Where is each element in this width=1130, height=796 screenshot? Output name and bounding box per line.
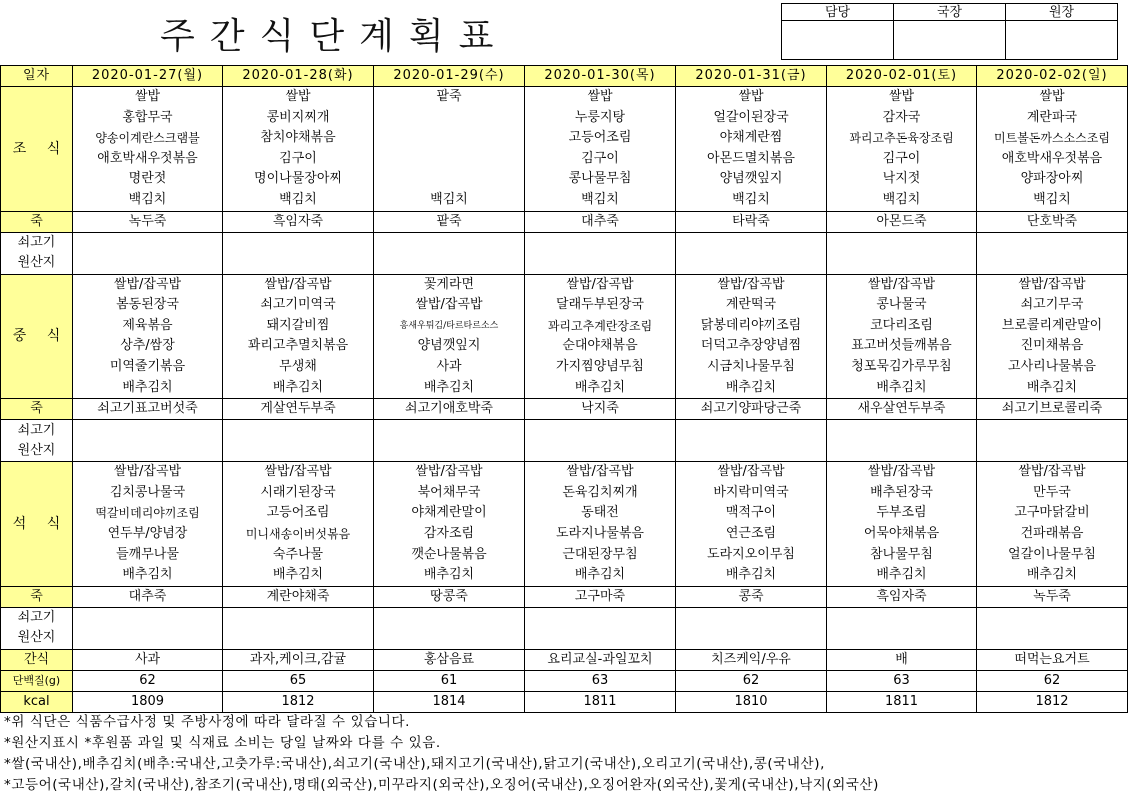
menu-item: 배추된장국 [870,484,933,500]
menu-item: 배추김치 [272,379,324,395]
menu-item: 시래기된장국 [260,484,336,500]
origin-cell [676,420,827,462]
menu-item: 쌀밥 [738,89,764,104]
menu-item: 쌀밥 [134,89,161,104]
menu-item: 표고버섯들깨볶음 [851,338,952,354]
menu-item: 쌀밥/잡곡밥 [717,276,785,292]
porridge-cell: 녹두죽 [977,586,1128,607]
menu-item: 백김치 [882,191,921,207]
menu-item: 배추김치 [574,379,626,395]
menu-item: 고사리나물볶음 [1008,358,1096,374]
protein-label: 단백질(g) [1,670,73,691]
origin-cell [525,607,676,649]
kcal-row [1,691,1128,712]
protein-cell: 62 [73,670,223,691]
menu-item: 쌀밥/잡곡밥 [566,276,634,292]
menu-item: 북어채무국 [417,484,481,500]
porridge-cell: 콩죽 [676,586,827,607]
porridge-cell: 계란야채죽 [223,586,374,607]
origin-cell [223,232,374,274]
menu-item: 숙주나물 [272,546,324,562]
menu-item: 감자국 [882,109,921,125]
lunch-cell [827,274,977,399]
kcal-cell: 1811 [827,691,977,712]
menu-item: 미역줄기볶음 [109,358,186,374]
menu-item: 사과 [436,358,462,374]
porridge-cell: 쇠고기애호박죽 [374,399,525,420]
menu-item: 백김치 [128,191,167,207]
porridge-cell: 타락죽 [676,211,827,232]
beef-origin-label-line1: 쇠고기 [17,235,56,251]
menu-item: 누룽지탕 [574,109,626,125]
dinner-cell [676,462,827,587]
breakfast-cell [525,87,676,212]
date-cell: 2020-01-27(월) [73,66,223,87]
menu-item: 백김치 [430,191,468,207]
menu-item: 명란젓 [128,171,167,187]
dinner-label: 석 식 [1,462,73,587]
protein-cell: 62 [676,670,827,691]
beef-origin-row [1,420,1128,462]
menu-item: 가지찜양념무침 [556,358,644,374]
menu-item [374,149,524,170]
approval-label-head: 원장 [1006,4,1118,21]
porridge-cell: 대추죽 [525,211,676,232]
menu-item: 야채계란말이 [411,505,487,521]
menu-item: 도라지나물볶음 [556,525,644,541]
menu-item: 백김치 [1033,191,1071,207]
approval-sign-manager[interactable] [782,21,894,60]
porridge-cell: 고구마죽 [525,586,676,607]
kcal-cell: 1811 [525,691,676,712]
menu-item: 쌀밥/잡곡밥 [113,276,182,292]
menu-item: 돼지갈비찜 [266,317,330,333]
menu-item: 꽃게라면 [423,276,475,292]
menu-item: 상추/쌈장 [120,338,175,354]
menu-item: 브로콜리계란말이 [1001,317,1103,333]
dinner-porridge-row [1,586,1128,607]
dinner-row [1,462,1128,587]
dinner-cell [525,462,676,587]
menu-item: 흥새우튀김/타르타르소스 [399,320,499,331]
menu-item: 김구이 [882,150,921,166]
menu-item: 쇠고기미역국 [260,297,336,313]
menu-item: 바지락미역국 [713,484,789,500]
menu-item: 미니새송이버섯볶음 [245,526,351,541]
origin-cell [223,420,374,462]
menu-item: 더덕고추장양념찜 [700,338,802,354]
beef-origin-label-line2: 원산지 [17,255,56,271]
origin-cell [676,232,827,274]
breakfast-cell [223,87,374,212]
footnote-line: *위 식단은 식품수급사정 및 주방사정에 따라 달라질 수 있습니다. [4,714,411,730]
origin-cell [374,232,525,274]
menu-item: 닭봉데리야끼조림 [700,317,802,333]
menu-item: 돈육김치찌개 [562,484,638,500]
dinner-cell [977,462,1128,587]
menu-item: 두부조림 [876,505,927,521]
snack-cell: 홍삼음료 [374,649,525,670]
menu-item: 꽈리고추돈육장조림 [849,131,954,146]
protein-cell: 62 [977,670,1128,691]
date-cell: 2020-01-29(수) [374,66,525,87]
origin-cell [827,607,977,649]
beef-origin-label-line2: 원산지 [17,630,56,646]
menu-item: 시금치나물무침 [707,358,795,374]
menu-item: 홍합무국 [122,109,173,125]
menu-item: 도라지오이무침 [707,546,795,562]
menu-item: 백김치 [732,191,770,207]
menu-item: 봄동된장국 [116,297,179,313]
menu-item [374,108,524,129]
menu-item: 꽈리고추계란장조림 [547,318,653,333]
menu-item: 떡갈비데리야끼조림 [95,506,200,521]
menu-item: 김구이 [581,150,619,166]
menu-item: 김구이 [279,150,317,166]
menu-item: 꽈리고추멸치볶음 [247,338,349,354]
menu-item: 고등어조림 [266,505,330,521]
menu-item: 달래두부된장국 [556,297,644,313]
beef-origin-label-line2: 원산지 [17,442,56,458]
menu-item: 쌀밥/잡곡밥 [717,464,785,480]
menu-item: 배추김치 [876,567,927,583]
porridge-cell: 낙지죽 [525,399,676,420]
menu-item: 쌀밥/잡곡밥 [1018,276,1086,292]
menu-item: 만두국 [1033,484,1071,500]
kcal-cell: 1810 [676,691,827,712]
date-cell: 2020-01-30(목) [525,66,676,87]
protein-cell: 65 [223,670,374,691]
lunch-cell [73,274,223,399]
menu-item: 얼갈이나물무침 [1008,546,1096,562]
lunch-cell [374,274,525,399]
breakfast-cell [374,87,525,212]
porridge-cell: 쇠고기브로콜리죽 [977,399,1128,420]
menu-item: 감자조림 [423,525,475,541]
menu-item: 명이나물장아찌 [254,171,342,187]
origin-cell [525,232,676,274]
protein-cell: 63 [827,670,977,691]
lunch-cell [977,274,1128,399]
beef-origin-row [1,232,1128,274]
lunch-porridge-row [1,399,1128,420]
menu-item: 참치야채볶음 [260,130,336,146]
snack-cell: 과자,케이크,감귤 [223,649,374,670]
beef-origin-label [1,232,73,274]
menu-item: 제육볶음 [122,317,173,333]
protein-row [1,670,1128,691]
menu-item: 쌀밥/잡곡밥 [415,464,483,480]
approval-sign-director[interactable] [894,21,1006,60]
menu-item: 참나물무침 [870,546,933,562]
menu-item: 순대야채볶음 [562,338,638,354]
approval-sign-head[interactable] [1006,21,1118,60]
beef-origin-label-line1: 쇠고기 [17,610,56,626]
menu-item: 양송이계란스크램블 [95,131,200,146]
porridge-label: 죽 [1,399,73,420]
date-cell: 2020-01-28(화) [223,66,374,87]
beef-origin-label [1,420,73,462]
lunch-cell [676,274,827,399]
menu-item: 아몬드멸치볶음 [707,150,795,166]
date-cell: 2020-01-31(금) [676,66,827,87]
menu-item: 고등어조림 [568,130,632,146]
menu-item: 양념깻잎지 [417,338,481,354]
date-column-label: 일자 [1,66,73,87]
origin-cell [374,607,525,649]
origin-cell [525,420,676,462]
date-cell: 2020-02-02(일) [977,66,1128,87]
footnotes [4,712,879,796]
porridge-cell: 아몬드죽 [827,211,977,232]
origin-cell [977,420,1128,462]
dinner-cell [827,462,977,587]
porridge-label: 죽 [1,586,73,607]
porridge-cell: 흑임자죽 [827,586,977,607]
origin-cell [977,232,1128,274]
menu-item: 양파장아찌 [1020,171,1084,187]
origin-cell [73,607,223,649]
breakfast-cell [676,87,827,212]
porridge-cell: 녹두죽 [73,211,223,232]
menu-item: 들깨무나물 [116,546,179,562]
breakfast-porridge-row [1,211,1128,232]
dinner-cell [374,462,525,587]
origin-cell [827,420,977,462]
menu-item: 쌀밥 [285,89,311,104]
menu-item: 청포묵김가루무침 [851,358,952,374]
protein-cell: 63 [525,670,676,691]
porridge-label: 죽 [1,211,73,232]
menu-item: 어묵야채볶음 [863,525,940,541]
menu-item: 김치콩나물국 [109,484,186,500]
footnote-line: *고등어(국내산),갈치(국내산),참조기(국내산),명태(외국산),미꾸라지(외국산),오징어(국내산),오징어완자(외국산),꽃게(국내산),낙지(외국산) [4,777,880,793]
snack-cell: 요리교실-과일꼬치 [525,649,676,670]
breakfast-cell [73,87,223,212]
menu-item: 콩비지찌개 [266,109,330,125]
kcal-cell: 1812 [977,691,1128,712]
breakfast-cell [977,87,1128,212]
menu-item: 배추김치 [574,567,626,583]
kcal-cell: 1812 [223,691,374,712]
menu-item: 쌀밥 [587,89,613,104]
snack-row [1,649,1128,670]
menu-item: 쌀밥 [888,89,915,104]
origin-cell [827,232,977,274]
breakfast-cell [827,87,977,212]
menu-item: 얼갈이된장국 [713,109,789,125]
menu-item: 쌀밥/잡곡밥 [1018,464,1086,480]
weekly-menu-table [0,65,1128,713]
origin-cell [73,232,223,274]
menu-item: 쌀밥/잡곡밥 [867,464,936,480]
menu-item: 백김치 [581,191,619,207]
menu-item: 쌀밥/잡곡밥 [113,464,182,480]
menu-item: 쌀밥/잡곡밥 [264,276,332,292]
breakfast-row [1,87,1128,212]
menu-item: 코다리조림 [870,317,933,333]
menu-item: 콩나물국 [876,297,927,313]
origin-cell [676,607,827,649]
porridge-cell: 팥죽 [374,211,525,232]
snack-cell: 치즈케익/우유 [676,649,827,670]
menu-item: 무생채 [279,358,317,374]
dinner-cell [73,462,223,587]
menu-item: 배추김치 [725,567,777,583]
footnote-line: *원산지표시 *후원품 과일 및 식재료 소비는 당일 날짜와 다를 수 있음. [4,735,441,751]
menu-item: 맥적구이 [725,505,777,521]
menu-item: 배추김치 [876,379,927,395]
breakfast-label: 조 식 [1,87,73,212]
menu-item: 콩나물무침 [568,171,632,187]
porridge-cell: 단호박죽 [977,211,1128,232]
menu-item: 배추김치 [1026,567,1078,583]
menu-item: 백김치 [279,191,317,207]
footnote-line: *쌀(국내산),배추김치(배추:국내산,고춧가루:국내산),쇠고기(국내산),돼지고기(국내산),닭고기(국내산),오리고기(국내산),콩(국내산), [4,756,825,772]
menu-item: 쌀밥/잡곡밥 [415,297,483,313]
menu-item: 쌀밥/잡곡밥 [867,276,936,292]
porridge-cell: 땅콩죽 [374,586,525,607]
kcal-cell: 1809 [73,691,223,712]
menu-item: 깻순나물볶음 [411,546,487,562]
lunch-cell [525,274,676,399]
menu-item [374,169,524,190]
menu-item: 진미채볶음 [1020,338,1084,354]
menu-item: 배추김치 [1026,379,1078,395]
origin-cell [374,420,525,462]
menu-item: 배추김치 [122,567,173,583]
beef-origin-row [1,607,1128,649]
menu-item: 쌀밥/잡곡밥 [264,464,332,480]
menu-item: 동태전 [581,505,619,521]
menu-item: 근대된장무침 [562,546,638,562]
lunch-cell [223,274,374,399]
menu-item: 쌀밥 [1039,89,1065,104]
menu-item: 배추김치 [423,567,475,583]
menu-item: 낙지젓 [882,171,921,187]
porridge-cell: 쇠고기양파당근죽 [676,399,827,420]
menu-item: 미트볼돈까스소스조림 [994,131,1110,146]
menu-item: 애호박새우젓볶음 [97,150,198,166]
protein-cell: 61 [374,670,525,691]
menu-item: 쌀밥/잡곡밥 [566,464,634,480]
menu-item: 계란떡국 [725,297,777,313]
page-title: 주간식단계획표 [160,16,509,57]
menu-item: 야채계란찜 [719,130,783,146]
menu-item: 배추김치 [423,379,475,395]
porridge-cell: 게살연두부죽 [223,399,374,420]
porridge-cell: 새우살연두부죽 [827,399,977,420]
snack-cell: 떠먹는요거트 [977,649,1128,670]
origin-cell [223,607,374,649]
snack-cell: 사과 [73,649,223,670]
lunch-row [1,274,1128,399]
approval-box [781,3,1118,60]
snack-cell: 배 [827,649,977,670]
porridge-cell: 흑임자죽 [223,211,374,232]
porridge-cell: 쇠고기표고버섯죽 [73,399,223,420]
lunch-label: 중 식 [1,274,73,399]
menu-item: 계란파국 [1026,109,1078,125]
menu-item: 팥죽 [436,89,462,104]
kcal-cell: 1814 [374,691,525,712]
snack-label: 간식 [1,649,73,670]
kcal-label: kcal [1,691,73,712]
menu-item: 연근조림 [725,525,777,541]
menu-item: 애호박새우젓볶음 [1001,150,1103,166]
menu-item: 연두부/양념장 [107,525,188,541]
menu-item: 쇠고기무국 [1020,297,1084,313]
porridge-cell: 대추죽 [73,586,223,607]
date-cell: 2020-02-01(토) [827,66,977,87]
approval-label-director: 국장 [894,4,1006,21]
beef-origin-label [1,607,73,649]
beef-origin-label-line1: 쇠고기 [17,422,56,438]
menu-item: 고구마닭갈비 [1014,505,1090,521]
menu-item [374,128,524,149]
menu-item: 건파래볶음 [1020,525,1084,541]
approval-label-manager: 담당 [782,4,894,21]
menu-item: 배추김치 [272,567,324,583]
origin-cell [977,607,1128,649]
menu-item: 양념깻잎지 [719,171,783,187]
menu-item: 배추김치 [725,379,777,395]
origin-cell [73,420,223,462]
menu-item: 배추김치 [122,379,173,395]
date-header-row [1,66,1128,87]
dinner-cell [223,462,374,587]
